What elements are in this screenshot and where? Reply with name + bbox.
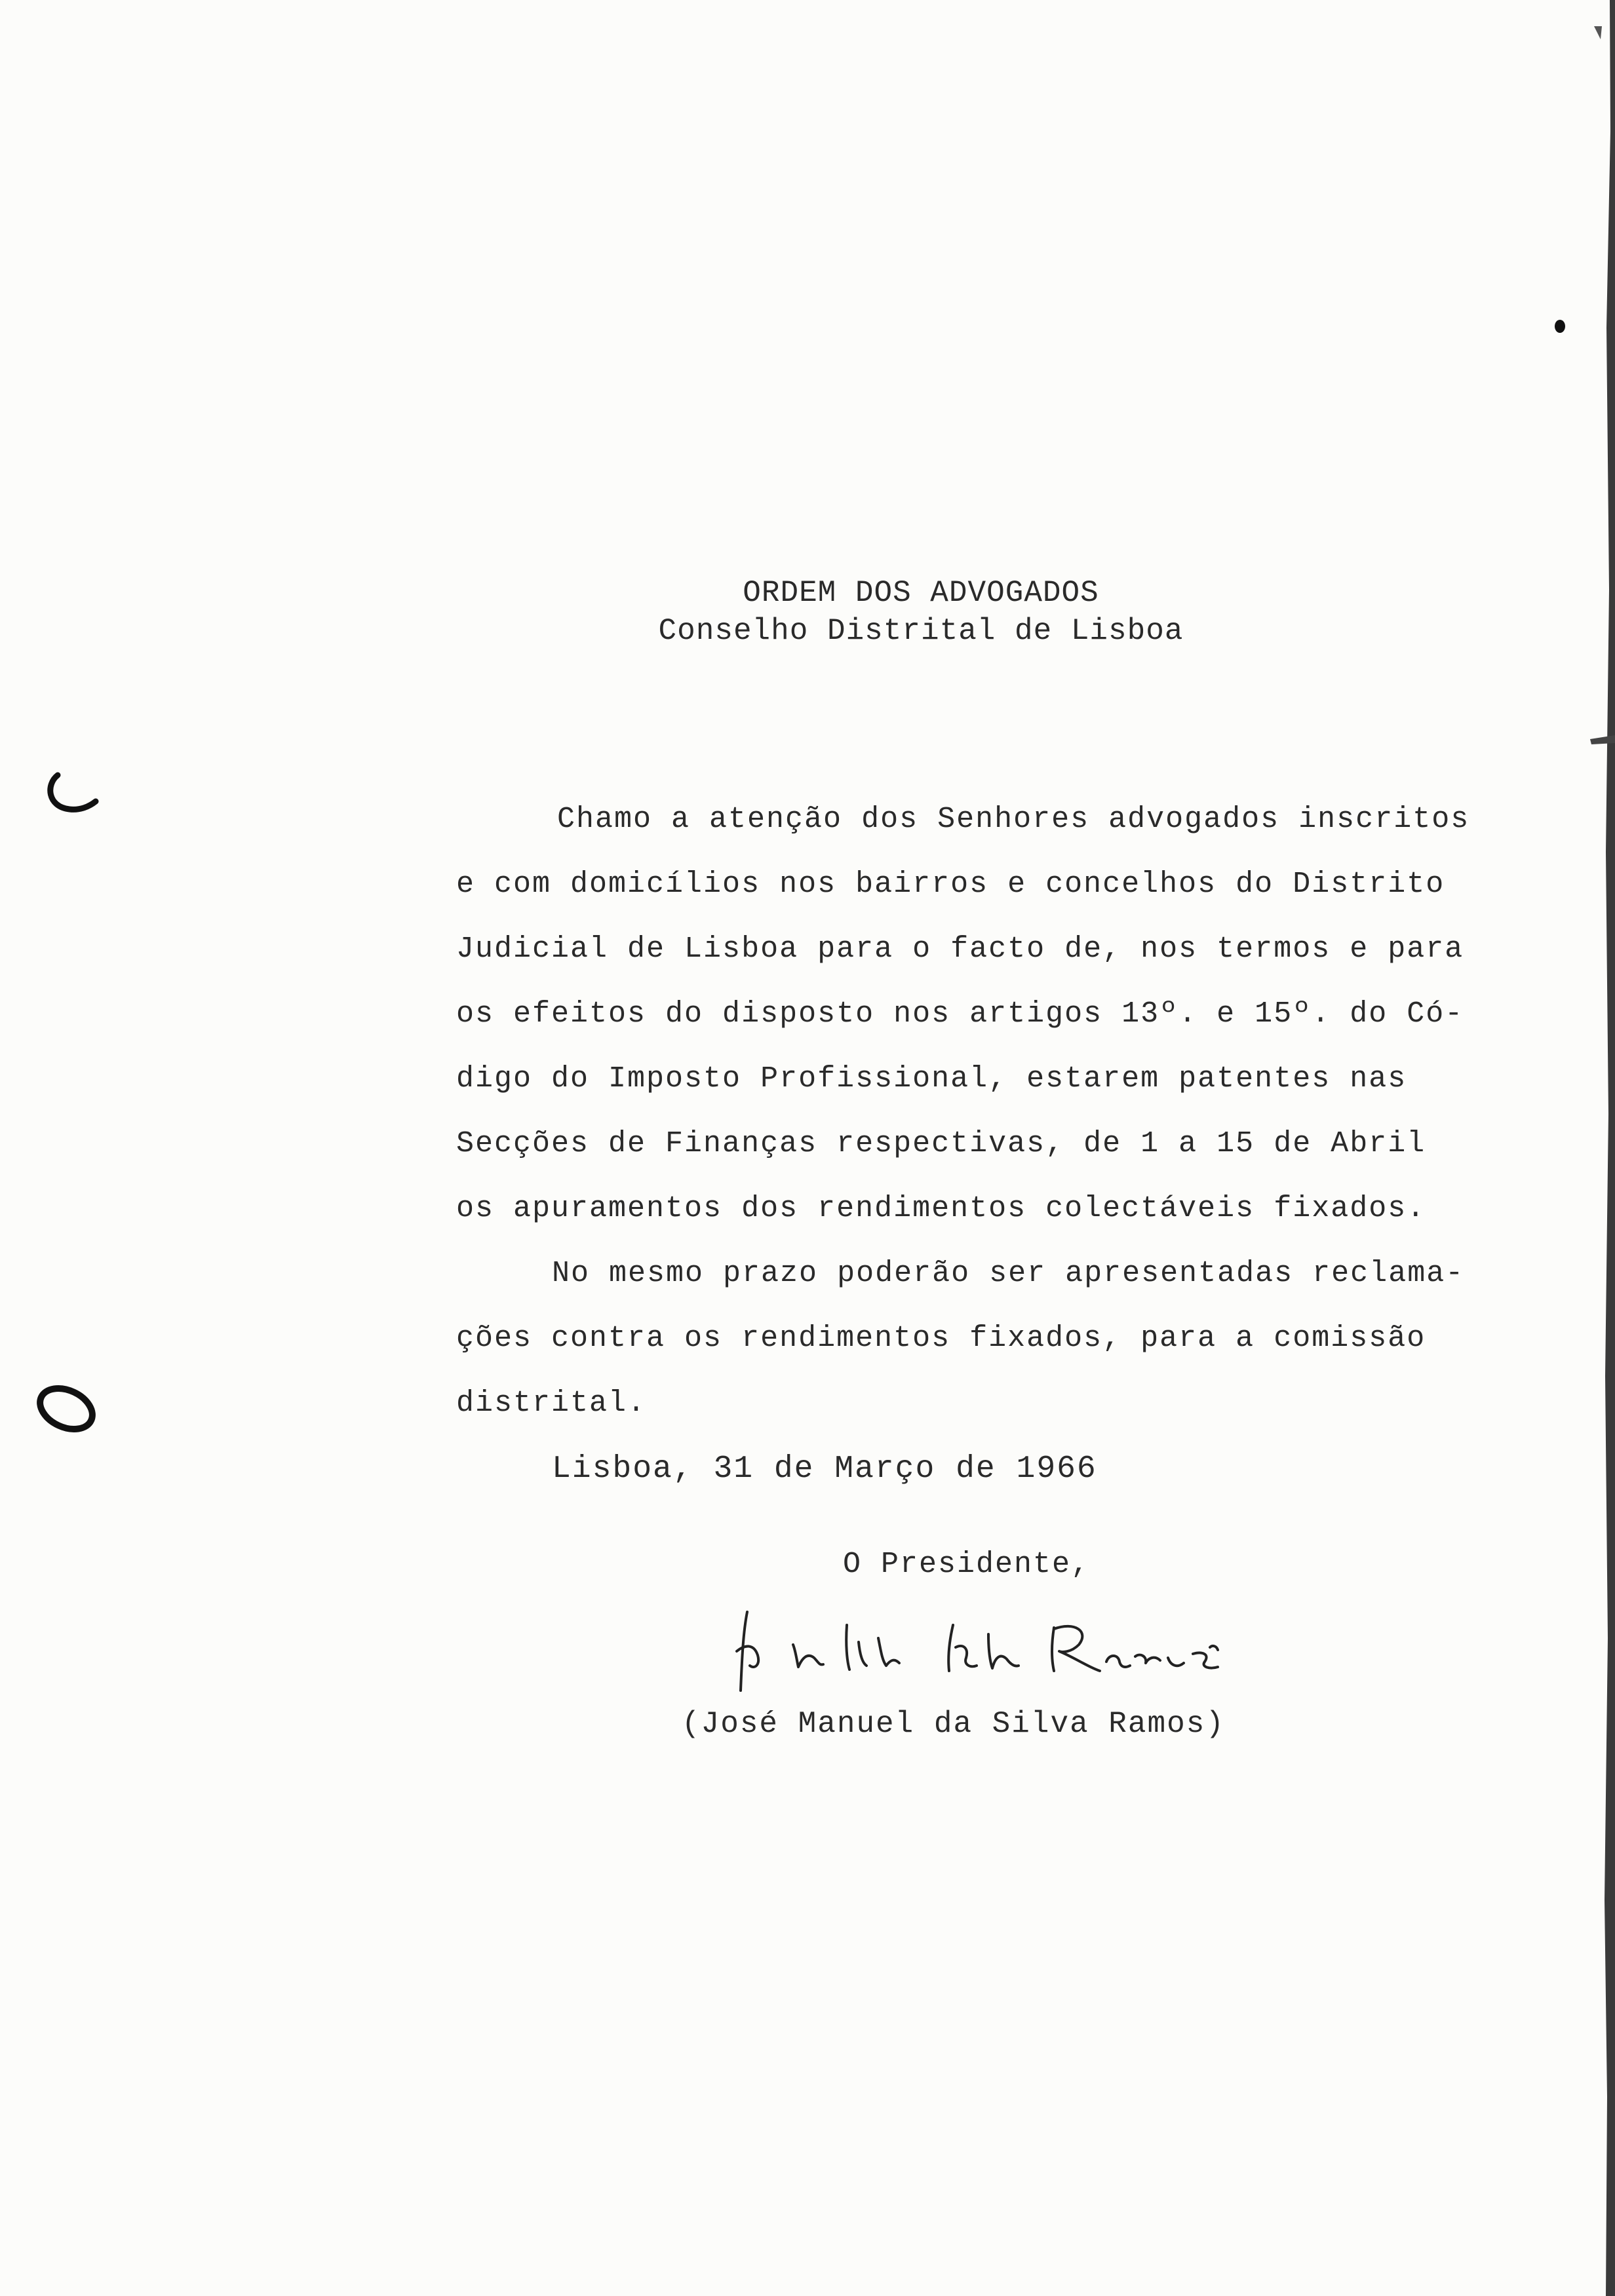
paragraph-1-line-2: e com domicílios nos bairros e concelhos do Distrito [456, 868, 1445, 901]
signatory-name: (José Manuel da Silva Ramos) [682, 1707, 1225, 1741]
punch-mark-top [43, 770, 102, 822]
closing-line: O Presidente, [843, 1548, 1091, 1581]
paragraph-1-line-1: Chamo a atenção dos Senhores advogados inscritos [557, 803, 1470, 836]
paragraph-1-line-4: os efeitos do disposto nos artigos 13º. e 15º. do Có- [456, 997, 1464, 1031]
handwritten-signature [695, 1605, 1245, 1704]
punch-mark-bottom [30, 1376, 102, 1442]
paragraph-1-line-5: digo do Imposto Profissional, estarem patentes nas [456, 1062, 1407, 1096]
paragraph-2-line-2: ções contra os rendimentos fixados, para a comissão [456, 1322, 1426, 1355]
paragraph-1-line-6: Secções de Finanças respectivas, de 1 a 15 de Abril [456, 1127, 1426, 1160]
date-line: Lisboa, 31 de Março de 1966 [552, 1451, 1097, 1487]
paragraph-2-line-3: distrital. [456, 1387, 647, 1420]
paragraph-2-line-1: No mesmo prazo poderão ser apresentadas reclama- [552, 1257, 1465, 1290]
paragraph-1-line-3: Judicial de Lisboa para o facto de, nos termos e para [456, 932, 1464, 966]
council-name: Conselho Distrital de Lisboa [658, 614, 1184, 648]
page-edge-shadow [1590, 0, 1615, 2296]
letterhead [590, 574, 1252, 650]
organization-name: ORDEM DOS ADVOGADOS [743, 576, 1099, 610]
paragraph-1-line-7: os apuramentos dos rendimentos colectáveis fixados. [456, 1192, 1426, 1225]
ink-speck [1552, 317, 1568, 335]
